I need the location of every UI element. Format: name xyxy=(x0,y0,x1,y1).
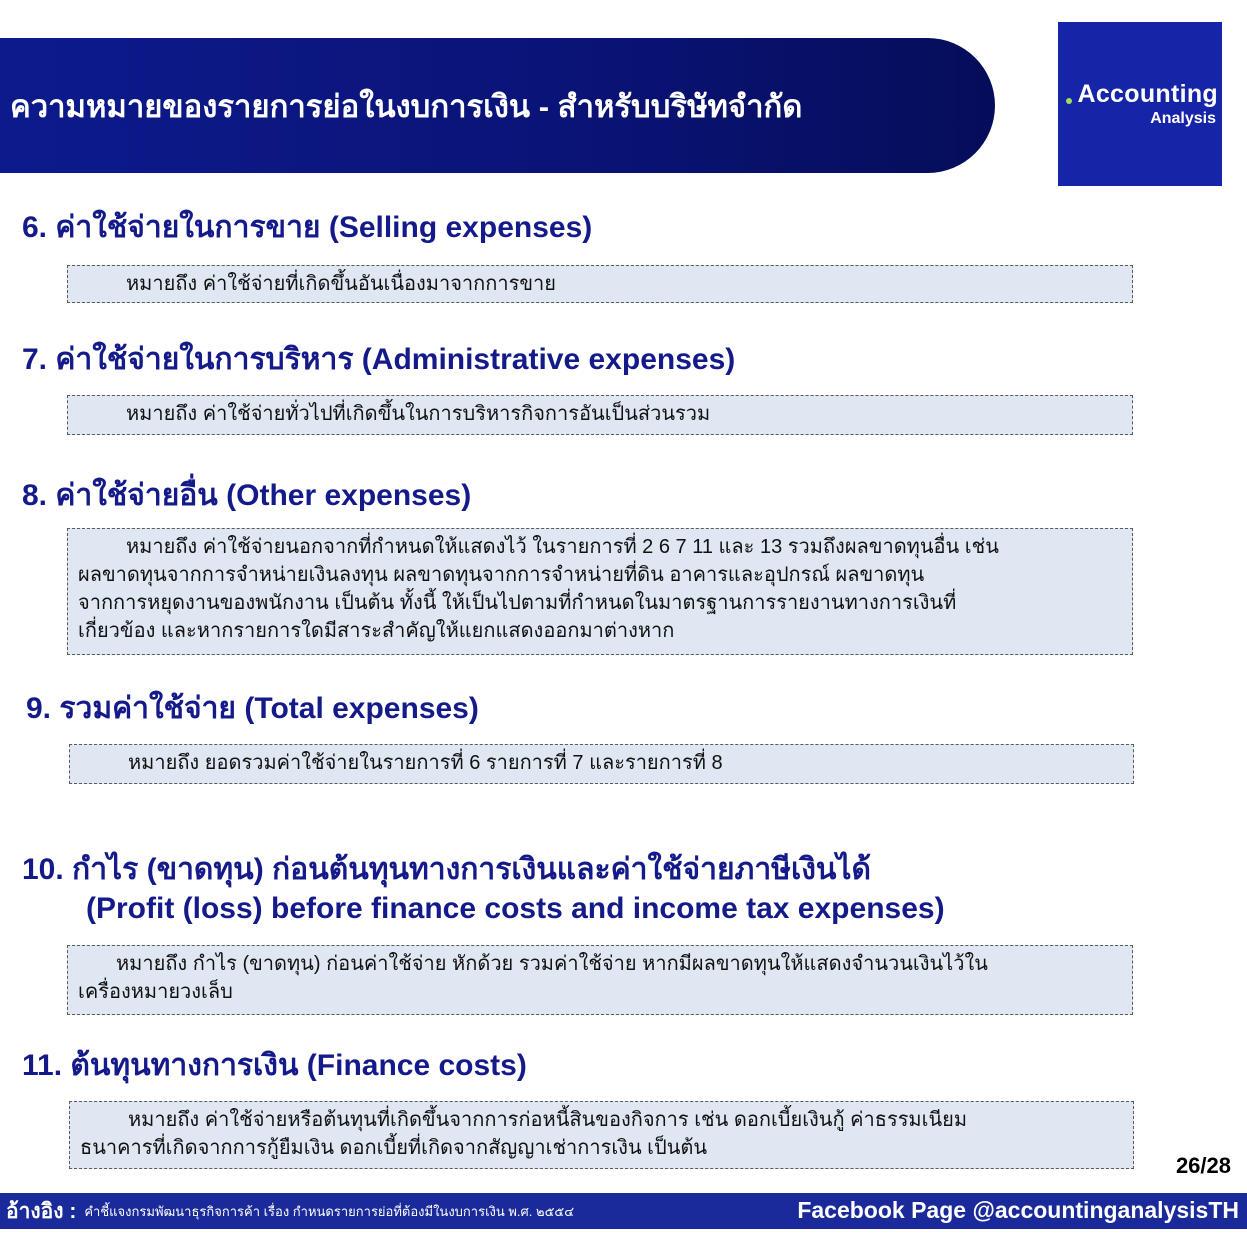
section-9-definition-line: หมายถึง ยอดรวมค่าใช้จ่ายในรายการที่ 6 รายการที่ 7 และรายการที่ 8 xyxy=(128,752,723,774)
footer-reference-label: อ้างอิง : xyxy=(6,1199,77,1223)
section-10-definition-line: หมายถึง กำไร (ขาดทุน) ก่อนค่าใช้จ่าย หักด้วย รวมค่าใช้จ่าย หากมีผลขาดทุนให้แสดงจำนวนเงินไว้ใน xyxy=(116,953,988,975)
section-8-heading: 8. ค่าใช้จ่ายอื่น (Other expenses) xyxy=(22,479,472,512)
page-title: ความหมายของรายการย่อในงบการเงิน - สำหรับบริษัทจำกัด xyxy=(10,88,803,124)
logo-text-line1: Accounting xyxy=(1077,80,1218,108)
section-10-definition-box xyxy=(67,945,1133,1015)
section-6-definition-line: หมายถึง ค่าใช้จ่ายที่เกิดขึ้นอันเนื่องมาจากการขาย xyxy=(126,273,556,295)
footer-reference-text: คำชี้แจงกรมพัฒนาธุรกิจการค้า เรื่อง กำหนดรายการย่อที่ต้องมีในงบการเงิน พ.ศ. ๒๕๕๔ xyxy=(84,1203,575,1219)
section-7-heading: 7. ค่าใช้จ่ายในการบริหาร (Administrative expenses) xyxy=(22,343,736,376)
section-8-definition-line: จากการหยุดงานของพนักงาน เป็นต้น ทั้งนี้ ให้เป็นไปตามที่กำหนดในมาตรฐานการรายงานทางการเงินที่ xyxy=(78,592,957,614)
page-number: 26/28 xyxy=(1175,1153,1231,1178)
section-11-definition-line: ธนาคารที่เกิดจากการกู้ยืมเงิน ดอกเบี้ยที่เกิดจากสัญญาเช่าการเงิน เป็นต้น xyxy=(80,1137,708,1159)
section-10-heading: 10. กำไร (ขาดทุน) ก่อนต้นทุนทางการเงินและค่าใช้จ่ายภาษีเงินได้ xyxy=(22,853,871,886)
section-8-definition-line: หมายถึง ค่าใช้จ่ายนอกจากที่กำหนดให้แสดงไว้ ในรายการที่ 2 6 7 11 และ 13 รวมถึงผลขาดทุนอื่น เช่น xyxy=(126,536,999,558)
section-10-heading-english: (Profit (loss) before finance costs and income tax expenses) xyxy=(86,892,945,925)
footer-facebook-page[interactable]: Facebook Page @accountinganalysisTH xyxy=(797,1197,1239,1223)
header-banner xyxy=(0,38,995,173)
section-6-heading: 6. ค่าใช้จ่ายในการขาย (Selling expenses) xyxy=(22,211,593,244)
section-8-definition-line: ผลขาดทุนจากการจำหน่ายเงินลงทุน ผลขาดทุนจากการจำหน่ายที่ดิน อาคารและอุปกรณ์ ผลขาดทุน xyxy=(78,564,925,586)
section-8-definition-line: เกี่ยวข้อง และหากรายการใดมีสาระสำคัญให้แยกแสดงออกมาต่างหาก xyxy=(78,620,675,642)
section-7-definition-line: หมายถึง ค่าใช้จ่ายทั่วไปที่เกิดขึ้นในการบริหารกิจการอันเป็นส่วนรวม xyxy=(126,403,711,425)
section-11-definition-line: หมายถึง ค่าใช้จ่ายหรือต้นทุนที่เกิดขึ้นจากการก่อหนี้สินของกิจการ เช่น ดอกเบี้ยเงินกู้ ค่าธรรมเนียม xyxy=(128,1109,968,1131)
section-11-heading: 11. ต้นทุนทางการเงิน (Finance costs) xyxy=(22,1049,527,1082)
accounting-analysis-logo xyxy=(1058,22,1222,186)
section-9-heading: 9. รวมค่าใช้จ่าย (Total expenses) xyxy=(26,692,479,725)
section-11-definition-box xyxy=(69,1101,1134,1169)
section-10-definition-line: เครื่องหมายวงเล็บ xyxy=(78,981,233,1003)
logo-text-line2: Analysis xyxy=(1150,110,1216,127)
section-8-definition-box xyxy=(67,528,1133,655)
logo-dot-icon xyxy=(1066,98,1072,104)
footer-bar xyxy=(0,1193,1247,1229)
section-9-definition-box xyxy=(69,744,1134,784)
section-6-definition-box xyxy=(67,265,1133,303)
section-7-definition-box xyxy=(67,395,1133,435)
